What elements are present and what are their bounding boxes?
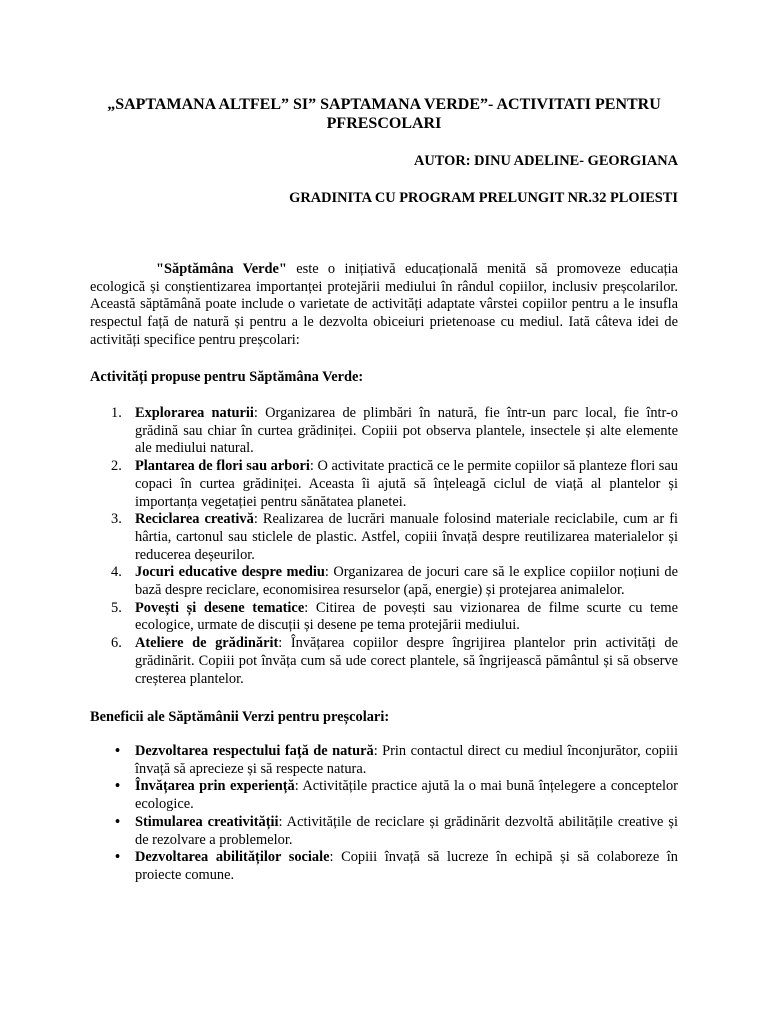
- bullet-icon: •: [115, 849, 121, 866]
- item-term: Dezvoltarea abilităților sociale: [135, 849, 330, 866]
- item-text: : O activitate practică ce le permite copiilor să planteze flori sau copaci în curtea grădiniței. Aceasta îi ajută să înțeleagă ciclul de viață al plantelor și importanța vegetației pentru sănătatea planetei.: [135, 458, 678, 510]
- item-text: : Activitățile practice ajută la o mai bună înțelegere a conceptelor ecologice.: [135, 778, 678, 813]
- item-number: 1.: [111, 405, 122, 421]
- author-line: AUTOR: DINU ADELINE- GEORGIANA: [414, 153, 678, 169]
- item-text: : Organizarea de jocuri care să le explice copiilor noțiuni de bază despre reciclare, economisirea resurselor (apă, energie) și protejarea animalelor.: [135, 564, 678, 599]
- intro-paragraph: [90, 261, 678, 350]
- item-term: Stimularea creativității: [135, 813, 279, 830]
- item-number: 5.: [111, 599, 122, 616]
- benefits-heading: Beneficii ale Săptămânii Verzi pentru preșcolari:: [90, 709, 390, 725]
- item-text: : Activitățile de reciclare și grădinărit dezvoltă abilitățile creative și de rezolvare a problemelor.: [135, 813, 678, 848]
- item-term: Plantarea de flori sau arbori: [135, 458, 310, 475]
- item-number: 4.: [111, 564, 122, 581]
- item-term: Explorarea naturii: [135, 405, 254, 421]
- item-term: Povești și desene tematice: [135, 599, 305, 616]
- list-item: [90, 635, 678, 688]
- activities-heading: Activități propuse pentru Săptămâna Verde:: [90, 369, 364, 385]
- document-title: „SAPTAMANA ALTFEL” SI” SAPTAMANA VERDE”- ACTIVITATI PENTRU PFRESCOLARI: [107, 96, 661, 132]
- item-number: 3.: [111, 511, 122, 528]
- item-text: : Realizarea de lucrări manuale folosind materiale reciclabile, cum ar fi hârtia, cartonul sau sticlele de plastic. Astfel, copiii învață despre reutilizarea materialelor și reducerea deșeurilor.: [135, 511, 678, 563]
- list-item: [90, 458, 678, 511]
- item-text: : Învățarea copiilor despre îngrijirea plantelor prin activități de grădinărit. Copiii pot învăța cum să ude corect plantele, să îngrijească pământul și să observe creșterea plantelor.: [135, 635, 678, 687]
- activities-list: [90, 405, 678, 688]
- item-term: Învățarea prin experiență: [135, 778, 295, 795]
- list-item: [90, 849, 678, 884]
- list-item: [90, 564, 678, 599]
- item-number: 2.: [111, 458, 122, 475]
- item-text: : Copiii învață să lucreze în echipă și să colaboreze în proiecte comune.: [135, 849, 678, 883]
- item-term: Jocuri educative despre mediu: [135, 564, 325, 581]
- item-text: : Citirea de povești sau vizionarea de filme scurte cu teme ecologice, urmate de discuții și desene pe tema protejării mediului.: [135, 599, 679, 634]
- intro-text: este o inițiativă educațională menită să promoveze educația ecologică și conștientizarea importanței protejării mediului în rândul copiilor, inclusiv preșcolarilor. Această săptămână poate include o varietate de activități adaptate vârstei copiilor pentru a le insufla respectul față de natură și pentru a le dezvolta obiceiuri prietenoase cu mediul. Iată câteva idei de activități specifice pentru preșcolari:: [90, 261, 679, 348]
- item-term: Dezvoltarea respectului față de natură: [135, 743, 374, 759]
- item-text: : Organizarea de plimbări în natură, fie într-un parc local, fie într-o grădină sau chiar în curtea grădiniței. Copiii pot observa plantele, insectele și alte elemente ale mediului natural.: [135, 405, 678, 457]
- list-item: [90, 778, 678, 813]
- list-item: [90, 814, 678, 849]
- item-term: Ateliere de grădinărit: [135, 635, 279, 652]
- list-item: [90, 600, 678, 635]
- bullet-icon: •: [115, 813, 121, 830]
- benefits-list: [90, 743, 678, 885]
- item-term: Reciclarea creativă: [135, 511, 254, 528]
- school-line: GRADINITA CU PROGRAM PRELUNGIT NR.32 PLOIESTI: [289, 190, 678, 206]
- bullet-icon: •: [115, 778, 121, 795]
- list-item: [90, 511, 678, 564]
- list-item: [90, 743, 678, 778]
- bullet-icon: •: [115, 743, 121, 759]
- list-item: [90, 405, 678, 458]
- intro-bold-lead: "Săptămâna Verde": [156, 261, 287, 277]
- item-text: : Prin contactul direct cu mediul înconjurător, copiii învață să aprecieze și să respecte natura.: [135, 743, 678, 777]
- item-number: 6.: [111, 635, 122, 652]
